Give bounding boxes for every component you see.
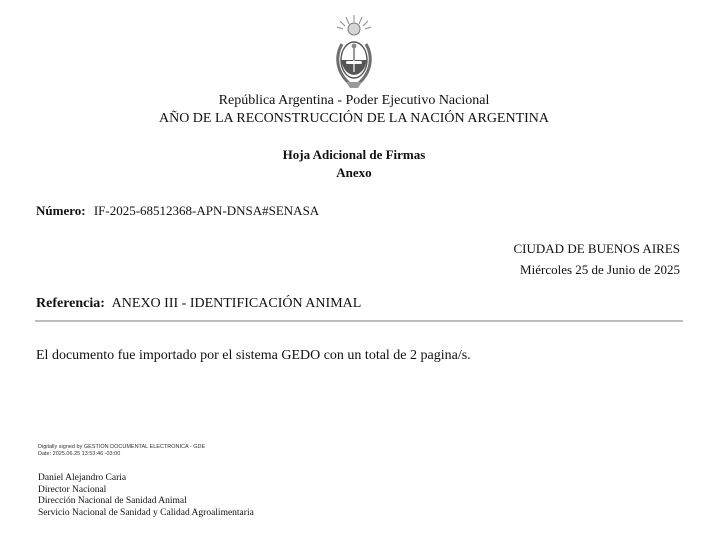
signer-office: Dirección Nacional de Sanidad Animal	[38, 496, 187, 507]
document-number-label: Número:	[36, 203, 86, 218]
coat-of-arms-icon	[332, 14, 376, 92]
header-line-2: AÑO DE LA RECONSTRUCCIÓN DE LA NACIÓN ARGENTINA	[158, 111, 550, 126]
document-number	[36, 203, 319, 219]
document-body: El documento fue importado por el sistema GEDO con un total de 2 pagina/s.	[36, 348, 471, 363]
digital-signature-meta	[38, 444, 205, 457]
signer-agency: Servicio Nacional de Sanidad y Calidad Agroalimentaria	[38, 507, 254, 518]
document-reference-label: Referencia:	[36, 296, 105, 311]
document-number-value: IF-2025-68512368-APN-DNSA#SENASA	[93, 203, 320, 218]
document-reference-value: ANEXO III - IDENTIFICACIÓN ANIMAL	[111, 296, 362, 311]
document-subtitle: Anexo	[336, 165, 372, 180]
document-city: CIUDAD DE BUENOS AIRES	[513, 241, 680, 256]
signer-name: Daniel Alejandro Caria	[38, 473, 127, 483]
signed-by: Digitally signed by GESTION DOCUMENTAL ELECTRONICA - GDE	[38, 444, 206, 450]
divider	[35, 320, 683, 322]
header-line-1: República Argentina - Poder Ejecutivo Nacional	[218, 93, 490, 108]
signer-role: Director Nacional	[38, 484, 107, 495]
document-reference	[36, 296, 361, 312]
document-date: Miércoles 25 de Junio de 2025	[520, 262, 680, 277]
document-title: Hoja Adicional de Firmas	[282, 147, 426, 162]
signer-block	[38, 473, 254, 519]
signed-date: Date: 2025.06.25 13:53:46 -03:00	[38, 450, 121, 457]
